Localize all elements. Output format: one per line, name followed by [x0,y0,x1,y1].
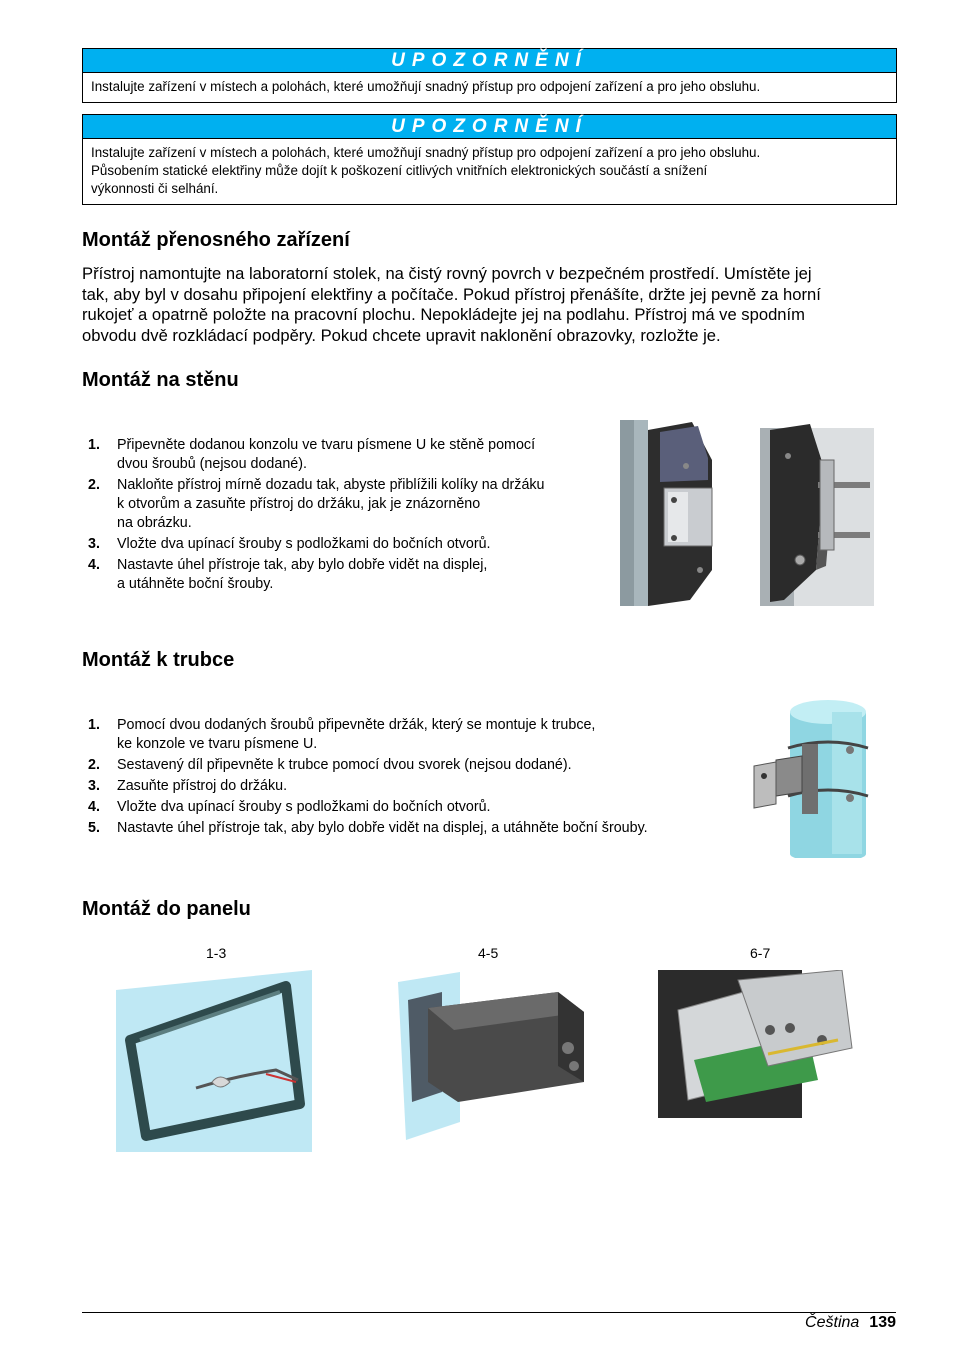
step-number: 3. [88,778,100,794]
list-item [82,476,622,533]
step-number: 5. [88,820,100,836]
page-number: 139 [869,1314,896,1331]
warning-line: Instalujte zařízení v místech a polohách, které umožňují snadný přístup pro odpojení zařízení a pro jeho obsluhu. [91,145,761,160]
step-line: Zasuňte přístroj do držáku. [117,778,288,794]
step-line: Vložte dva upínací šrouby s podložkami do bočních otvorů. [117,536,491,552]
footer-divider [82,1312,896,1313]
page-footer [805,1314,896,1332]
warning-box-1 [82,48,897,103]
step-number: 4. [88,799,100,815]
pipe-mount-illustration [746,696,878,858]
step-line: Nastavte úhel přístroje tak, aby bylo dobře vidět na displej, [117,557,488,573]
step-line: na obrázku. [117,515,192,531]
warning-text [83,73,896,102]
list-item [82,798,732,817]
list-item [82,436,622,474]
warning-title: UPOZORNĚNÍ [83,115,896,139]
step-number: 4. [88,557,100,573]
list-item [82,716,732,754]
warning-text [83,139,896,204]
wall-mount-illustration [620,420,874,606]
figure-label-4-5: 4-5 [478,945,499,961]
list-item [82,819,732,838]
step-line: Nakloňte přístroj mírně dozadu tak, abyste přiblížili kolíky na držáku [117,477,545,493]
step-number: 3. [88,536,100,552]
step-line: a utáhněte boční šrouby. [117,576,274,592]
warning-box-2 [82,114,897,205]
warning-title: UPOZORNĚNÍ [83,49,896,73]
paragraph-line: rukojeť a opatrně položte na pracovní plochu. Nepokládejte jej na podlahu. Přístroj má ve spodním [82,305,805,324]
warning-line: výkonnosti či selhání. [91,181,219,196]
warning-line: Působením statické elektřiny může dojít k poškození citlivých vnitřních elektronických součástí a snížení [91,163,708,178]
step-line: ke konzole ve tvaru písmene U. [117,736,318,752]
figure-label-1-3: 1-3 [206,945,227,961]
step-line: k otvorům a zasuňte přístroj do držáku, jak je znázorněno [117,496,481,512]
panel-figure-1-3 [116,970,312,1152]
panel-heading: Montáž do panelu [82,898,251,920]
paragraph-line: Přístroj namontujte na laboratorní stolek, na čistý rovný povrch v bezpečném prostředí. Umístěte jej [82,264,812,283]
step-line: Připevněte dodanou konzolu ve tvaru písmene U ke stěně pomocí [117,437,536,453]
panel-figure-6-7 [658,970,856,1118]
step-line: dvou šroubů (nejsou dodané). [117,456,307,472]
portable-paragraph [82,264,897,346]
panel-figure-4-5 [398,972,586,1140]
list-item [82,756,732,775]
list-item [82,777,732,796]
figure-label-6-7: 6-7 [750,945,771,961]
pipe-heading: Montáž k trubce [82,649,235,671]
pipe-steps [82,716,732,840]
wall-steps [82,436,622,596]
step-line: Sestavený díl připevněte k trubce pomocí dvou svorek (nejsou dodané). [117,757,572,773]
step-number: 1. [88,717,100,733]
step-line: Pomocí dvou dodaných šroubů připevněte držák, který se montuje k trubce, [117,717,596,733]
step-line: Vložte dva upínací šrouby s podložkami do bočních otvorů. [117,799,491,815]
list-item [82,535,622,554]
warning-line: Instalujte zařízení v místech a polohách, které umožňují snadný přístup pro odpojení zařízení a pro jeho obsluhu. [91,79,761,94]
footer-language: Čeština [805,1314,860,1331]
portable-heading: Montáž přenosného zařízení [82,229,350,251]
paragraph-line: obvodu dvě rozkládací podpěry. Pokud chcete upravit naklonění obrazovky, rozložte je. [82,325,721,345]
list-item [82,556,622,594]
wall-heading: Montáž na stěnu [82,369,239,391]
paragraph-line: tak, aby byl v dosahu připojení elektřiny a počítače. Pokud přístroj přenášíte, držte jej pevně za horní [82,284,821,304]
step-number: 2. [88,757,100,773]
step-number: 2. [88,477,100,493]
step-line: Nastavte úhel přístroje tak, aby bylo dobře vidět na displej, a utáhněte boční šrouby. [117,820,648,836]
step-number: 1. [88,437,100,453]
